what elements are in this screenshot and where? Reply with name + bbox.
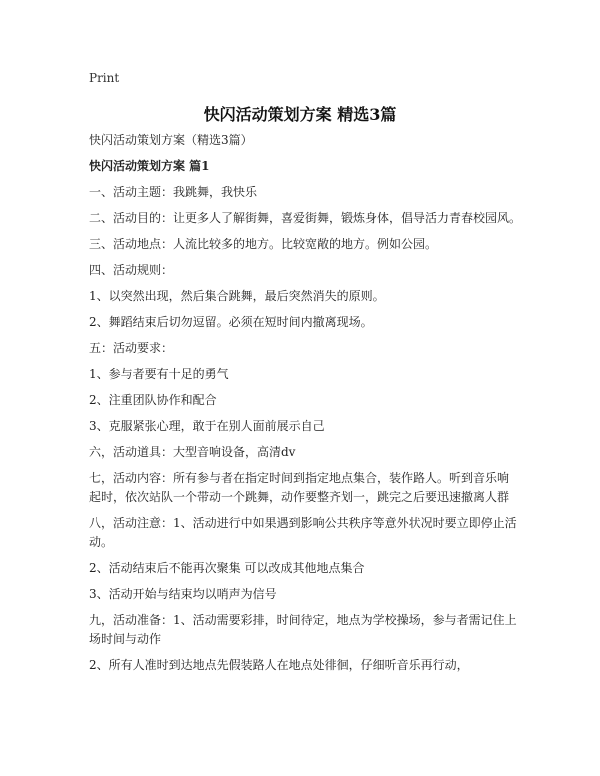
paragraph-activity-rules: 四、活动规则： [89, 263, 174, 277]
paragraph-activity-theme: 一、活动主题：我跳舞，我快乐 [89, 185, 258, 199]
paragraph-requirement-1: 1、参与者要有十足的勇气 [89, 367, 229, 381]
print-link[interactable]: Print [89, 71, 120, 85]
paragraph-rule-2: 2、舞蹈结束后切勿逗留。必须在短时间内撤离现场。 [89, 315, 373, 329]
section-heading: 快闪活动策划方案 篇1 [89, 159, 210, 173]
paragraph-activity-requirements: 五：活动要求： [89, 341, 174, 355]
paragraph-activity-purpose: 二、活动目的：让更多人了解街舞，喜爱街舞，锻炼身体，倡导活力青春校园风。 [89, 211, 522, 225]
paragraph-activity-props: 六，活动道具：大型音响设备，高清dv [89, 445, 296, 459]
document-title: 快闪活动策划方案 精选3篇 [203, 105, 397, 124]
document-body [89, 131, 522, 682]
paragraph-note-3: 3、活动开始与结束均以哨声为信号 [89, 587, 277, 601]
paragraph-note-2: 2、活动结束后不能再次聚集 可以改成其他地点集合 [89, 561, 365, 575]
paragraph-requirement-2: 2、注重团队协作和配合 [89, 393, 217, 407]
paragraph-activity-location: 三、活动地点：人流比较多的地方。比较宽敞的地方。例如公园。 [89, 237, 438, 251]
document-subtitle: 快闪活动策划方案（精选3篇） [89, 133, 253, 147]
paragraph-activity-preparation: 九，活动准备：1、活动需要彩排，时间待定，地点为学校操场，参与者需记住上场时间与动作 [89, 613, 517, 646]
paragraph-requirement-3: 3、克服紧张心理，敢于在别人面前展示自己 [89, 419, 325, 433]
paragraph-preparation-2: 2、所有人准时到达地点先假装路人在地点处徘徊，仔细听音乐再行动， [89, 658, 469, 672]
paragraph-activity-notes: 八，活动注意：1、活动进行中如果遇到影响公共秩序等意外状况时要立即停止活动。 [89, 516, 517, 549]
paragraph-activity-content: 七，活动内容：所有参与者在指定时间到指定地点集合，装作路人。听到音乐响起时，依次站队一个带动一个跳舞，动作要整齐划一，跳完之后要迅速撤离人群 [89, 471, 510, 504]
paragraph-rule-1: 1、以突然出现，然后集合跳舞，最后突然消失的原则。 [89, 289, 385, 303]
